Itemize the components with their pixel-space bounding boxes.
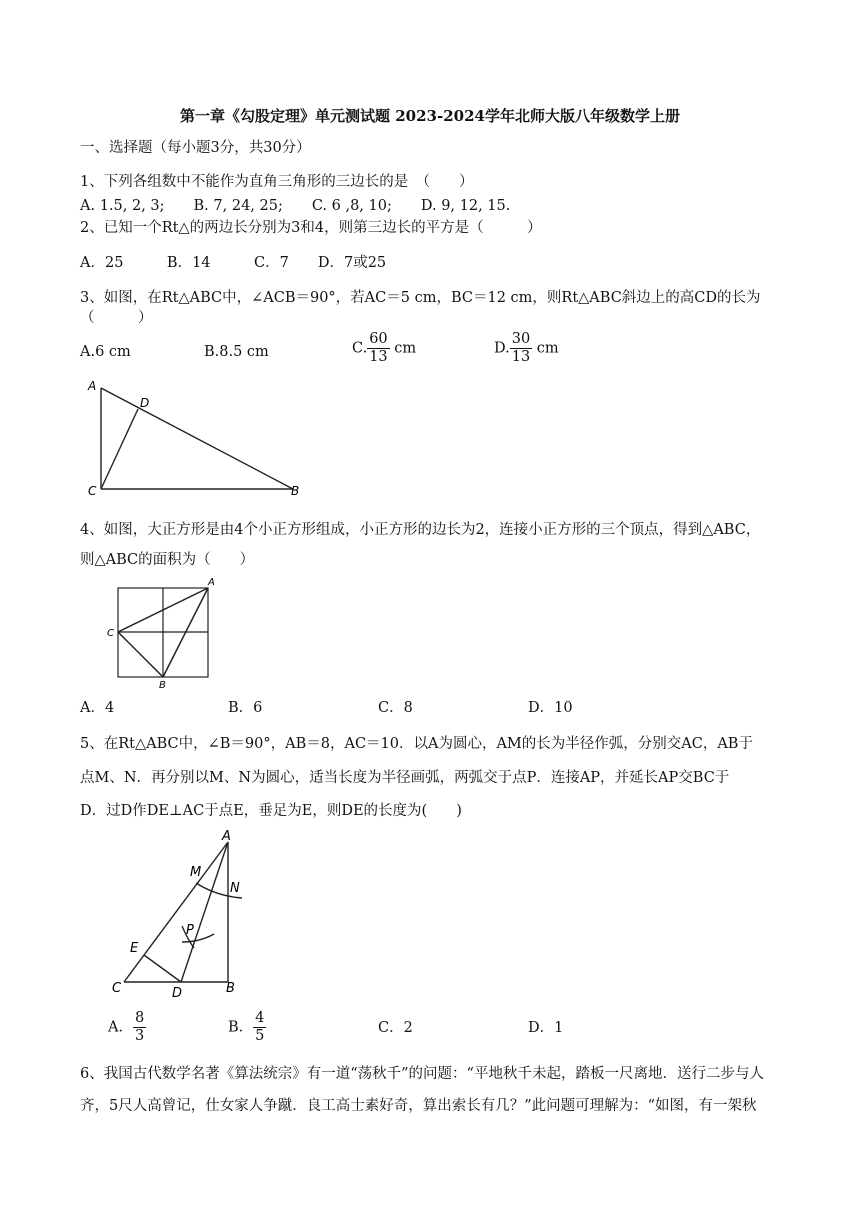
q3-label-d: D: [140, 396, 150, 410]
q1-stem: 1、下列各组数中不能作为直角三角形的三边长的是 （ ）: [80, 174, 474, 190]
q3-option-b: B.8.5 cm: [204, 344, 269, 360]
q5-label-n: N: [230, 881, 240, 896]
q4-option-c: C．8: [378, 700, 413, 716]
q4-option-b: B．6: [228, 700, 263, 716]
q5-label-m: M: [190, 865, 202, 880]
q1-options: A. 1.5, 2, 3; B. 7, 24, 25; C. 6 ,8, 10; D. 9, 12, 15.: [80, 198, 511, 214]
q5-label-c: C: [112, 981, 122, 996]
q3-option-c: C. $\frac{60}{13}$ cm: [352, 331, 417, 365]
q4-label-a: A: [208, 577, 215, 588]
q3-option-d: D. $\frac{30}{13}$ cm: [494, 331, 559, 365]
q5-option-b: B． $\frac{4}{5}$: [228, 1010, 265, 1044]
q5-option-a: A． $\frac{8}{3}$: [108, 1010, 145, 1044]
q5-label-p: P: [186, 923, 194, 938]
q4-stem-line1: 4、如图，大正方形是由4个小正方形组成，小正方形的边长为2，连接小正方形的三个顶点，得到△ABC，: [80, 522, 761, 538]
q4-label-c: C: [107, 628, 114, 639]
q2-options: A．25 B．14 C．7 D．7或25: [80, 255, 387, 271]
q3-label-a: A: [88, 379, 97, 393]
q5-label-a: A: [222, 829, 231, 844]
q3-stem-line2: （ ）: [80, 310, 153, 326]
q5-label-e: E: [130, 941, 139, 956]
q5-option-d: D．1: [528, 1020, 564, 1036]
q4-stem-line2: 则△ABC的面积为（ ）: [80, 552, 255, 568]
q3-stem-line1: 3、如图，在Rt△ABC中，∠ACB＝90°，若AC＝5 cm，BC＝12 cm，则Rt△ABC斜边上的高CD的长为: [80, 290, 761, 306]
q3-option-a: A.6 cm: [80, 344, 131, 360]
q2-stem: 2、已知一个Rt△的两边长分别为3和4，则第三边长的平方是（ ）: [80, 220, 542, 236]
q5-stem-line2: 点M、N．再分别以M、N为圆心，适当长度为半径画弧，两弧交于点P．连接AP，并延长AP交BC于: [80, 770, 730, 786]
q5-construction-figure: [104, 830, 264, 1005]
q6-stem-line2: 齐，5尺人高曾记，仕女家人争蹴．良工高士素好奇，算出索长有几？”此问题可理解为：“如图，有一架秋: [80, 1098, 757, 1114]
q4-square-figure: [104, 576, 234, 691]
q5-stem-line3: D．过D作DE⊥AC于点E，垂足为E，则DE的长度为( ): [80, 803, 462, 819]
section-heading: 一、选择题（每小题3分，共30分）: [80, 140, 311, 156]
q4-label-b: B: [159, 680, 166, 691]
q3-label-b: B: [291, 484, 300, 498]
q3-label-c: C: [88, 484, 97, 498]
page-title: 第一章《勾股定理》单元测试题 2023-2024学年北师大版八年级数学上册: [180, 107, 680, 125]
q5-label-b: B: [226, 981, 235, 996]
q5-label-d: D: [172, 986, 183, 1001]
q3-triangle-figure: [84, 374, 314, 504]
q5-option-c: C．2: [378, 1020, 413, 1036]
q4-option-d: D．10: [528, 700, 573, 716]
q6-stem-line1: 6、我国古代数学名著《算法统宗》有一道“荡秋千”的问题：“平地秋千未起，踏板一尺离地．送行二步与人: [80, 1066, 764, 1082]
q5-stem-line1: 5、在Rt△ABC中，∠B＝90°，AB＝8，AC＝10．以A为圆心，AM的长为半径作弧，分别交AC，AB于: [80, 736, 753, 752]
q4-option-a: A．4: [80, 700, 115, 716]
